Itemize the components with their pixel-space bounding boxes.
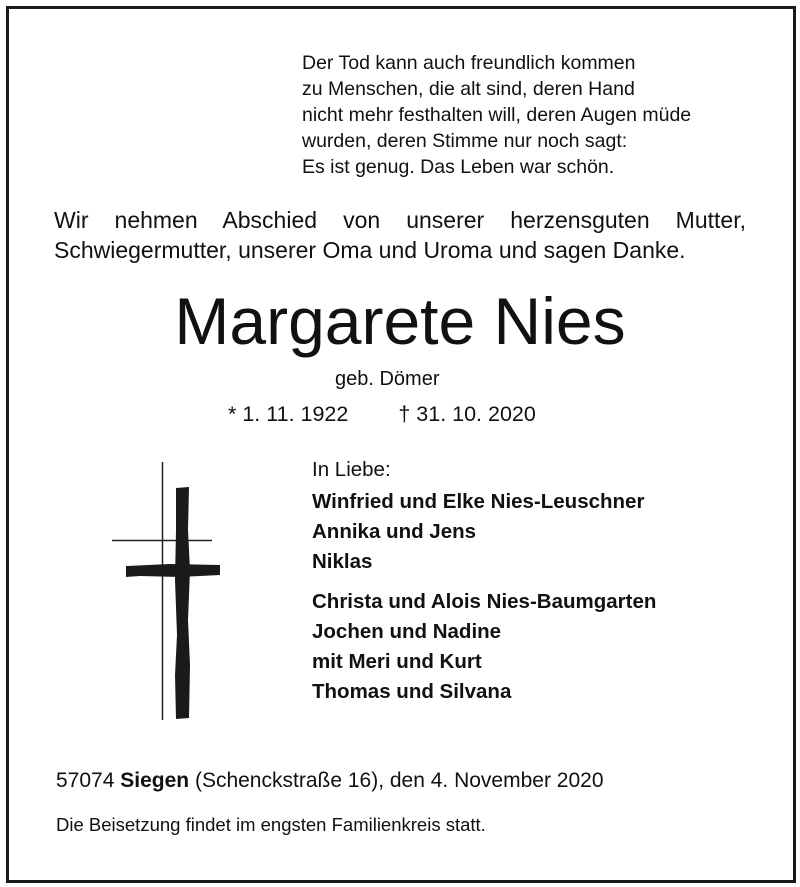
mourner-line: Thomas und Silvana: [312, 680, 512, 703]
farewell-line-2: Schwiegermutter, unserer Oma und Uroma und sagen Danke.: [54, 237, 686, 263]
cross-bold-vertical: [175, 487, 190, 719]
poem-line: Es ist genug. Das Leben war schön.: [302, 156, 615, 178]
mourner-line: Niklas: [312, 550, 373, 573]
poem: [302, 50, 691, 180]
address-street-date: (Schenckstraße 16), den 4. November 2020: [194, 769, 604, 792]
birth-date: * 1. 11. 1922: [228, 402, 349, 426]
mourners-intro: In Liebe:: [312, 458, 391, 481]
mourner-line: Winfried und Elke Nies-Leuschner: [312, 490, 645, 513]
mourner-line: Christa und Alois Nies-Baumgarten: [312, 590, 657, 613]
mourner-line: mit Meri und Kurt: [312, 650, 482, 673]
burial-note: Die Beisetzung findet im engsten Familienkreis statt.: [56, 814, 486, 835]
farewell-line-1: Wir nehmen Abschied von unserer herzensguten Mutter,: [54, 207, 746, 233]
poem-line: wurden, deren Stimme nur noch sagt:: [302, 130, 628, 152]
address-city: Siegen: [120, 769, 190, 792]
mourners-list: [312, 455, 656, 707]
cross-icon: [110, 460, 230, 722]
address-line: [56, 767, 604, 795]
deceased-name: Margarete Nies: [174, 284, 626, 358]
life-dates: [228, 400, 536, 428]
poem-line: nicht mehr festhalten will, deren Augen müde: [302, 104, 692, 126]
farewell-text: [54, 205, 746, 265]
mourner-line: Annika und Jens: [312, 520, 477, 543]
mourner-line: Jochen und Nadine: [312, 620, 502, 643]
poem-line: Der Tod kann auch freundlich kommen: [302, 52, 636, 74]
death-date: † 31. 10. 2020: [398, 402, 536, 426]
address-zip: 57074: [56, 769, 115, 792]
poem-line: zu Menschen, die alt sind, deren Hand: [302, 78, 635, 100]
cross-bold-horizontal: [126, 564, 220, 577]
maiden-name: geb. Dömer: [335, 368, 440, 390]
